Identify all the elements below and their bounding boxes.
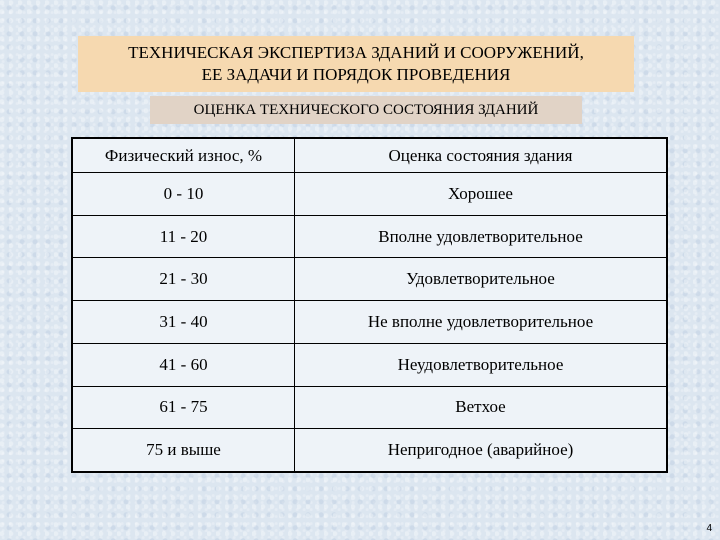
wear-range-cell: 21 - 30 [73, 258, 295, 300]
wear-range-cell: 0 - 10 [73, 173, 295, 215]
table-row [73, 215, 666, 258]
wear-range-cell: 11 - 20 [73, 216, 295, 258]
table-row [73, 343, 666, 386]
wear-range-cell: 61 - 75 [73, 387, 295, 429]
condition-cell: Хорошее [448, 183, 513, 203]
table-row [73, 300, 666, 343]
slide-title-line-2: ЕЕ ЗАДАЧИ И ПОРЯДОК ПРОВЕДЕНИЯ [201, 65, 511, 84]
condition-cell: Неудовлетворительное [397, 354, 564, 374]
wear-range-cell: 75 и выше [73, 429, 295, 471]
slide-title-line-1: ТЕХНИЧЕСКАЯ ЭКСПЕРТИЗА ЗДАНИЙ И СООРУЖЕНИЙ, [128, 43, 584, 62]
wear-range-cell: 41 - 60 [73, 344, 295, 386]
table-row [73, 428, 666, 471]
table-row [73, 386, 666, 429]
table-header-row [73, 139, 666, 172]
header-physical-wear: Физический износ, % [73, 139, 295, 172]
page-number: 4 [706, 523, 712, 534]
table-row [73, 257, 666, 300]
condition-cell: Удовлетворительное [406, 269, 555, 289]
slide-title [78, 36, 634, 92]
slide-subtitle: ОЦЕНКА ТЕХНИЧЕСКОГО СОСТОЯНИЯ ЗДАНИЙ [150, 96, 582, 124]
wear-assessment-table [71, 137, 668, 473]
wear-range-cell: 31 - 40 [73, 301, 295, 343]
condition-cell: Не вполне удовлетворительное [367, 312, 594, 332]
table-row [73, 172, 666, 215]
condition-cell: Ветхое [455, 397, 506, 417]
condition-cell: Вполне удовлетворительное [378, 226, 583, 246]
condition-cell: Непригодное (аварийное) [387, 440, 574, 460]
header-condition-assessment: Оценка состояния здания [388, 145, 573, 165]
